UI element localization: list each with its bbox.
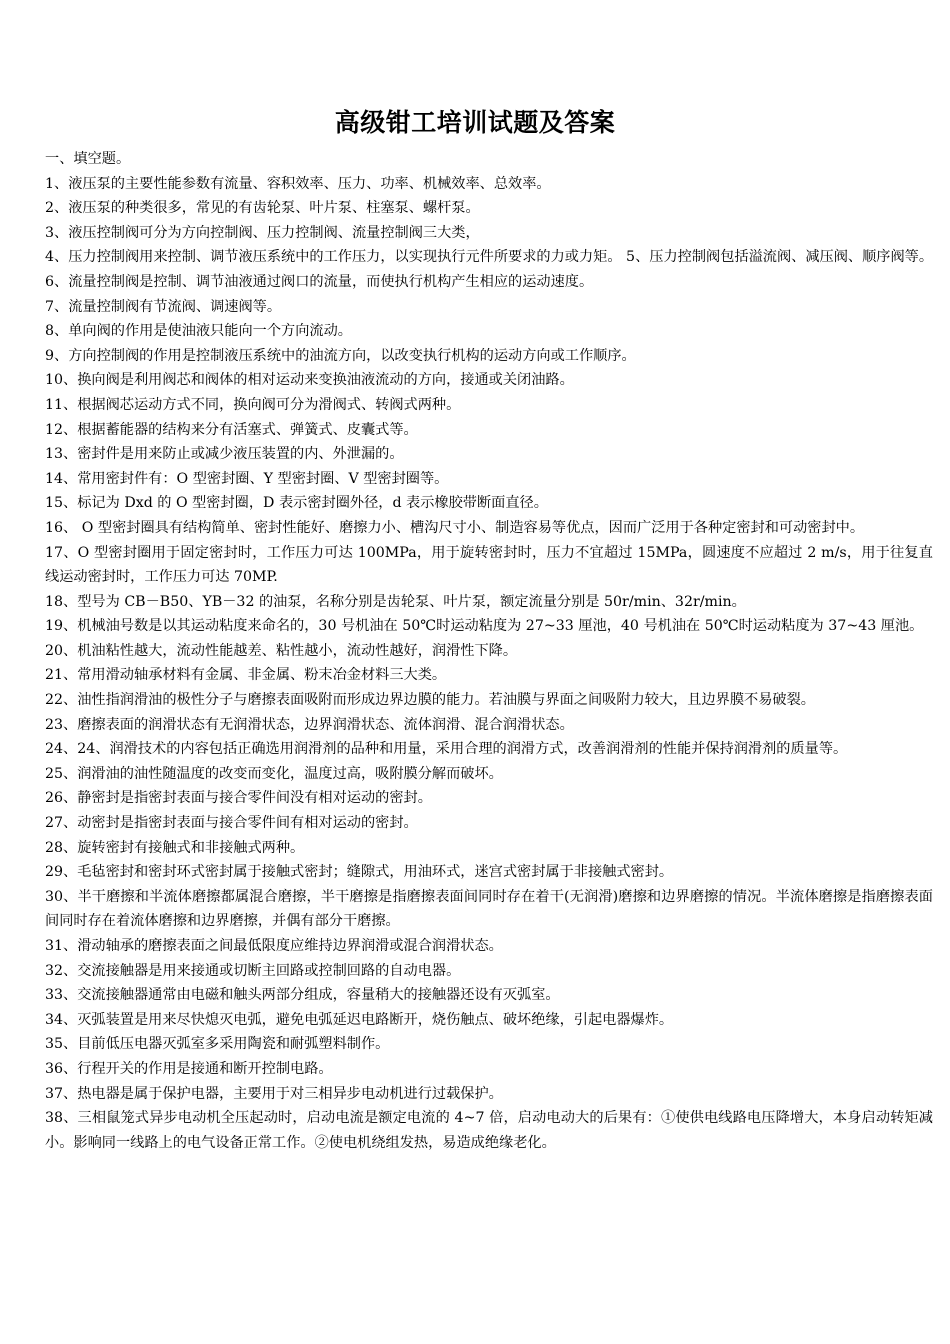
question-item: 27、动密封是指密封表面与接合零件间有相对运动的密封。 (45, 815, 418, 832)
question-item: 19、机械油号数是以其运动粘度来命名的，30 号机油在 50℃时运动粘度为 27~33 厘池，40 号机油在 50℃时运动粘度为 37~43 厘池。 (45, 618, 924, 635)
question-item: 31、滑动轴承的磨擦表面之间最低限度应维持边界润滑或混合润滑状态。 (45, 938, 503, 954)
question-item: 1、液压泵的主要性能参数有流量、容积效率、压力、功率、机械效率、总效率。 (45, 175, 551, 192)
section-heading: 一、填空题。 (45, 151, 131, 167)
question-item: 9、方向控制阀的作用是控制液压系统中的油流方向，以改变执行机构的运动方向或工作顺序。 (45, 347, 636, 364)
question-item: 36、行程开关的作用是接通和断开控制电路。 (45, 1060, 333, 1077)
question-item: 32、交流接触器是用来接通或切断主回路或控制回路的自动电器。 (45, 962, 461, 979)
page-title: 高级钳工培训试题及答案 (334, 108, 616, 137)
question-item: 11、根据阀芯运动方式不同，换向阀可分为滑阀式、转阀式两种。 (45, 396, 461, 413)
question-item: 4、压力控制阀用来控制、调节液压系统中的工作压力，以实现执行元件所要求的力或力矩。 5、压力控制阀包括溢流阀、减压阀、顺序阀等。 (45, 249, 934, 266)
question-item: 3、液压控制阀可分为方向控制阀、压力控制阀、流量控制阀三大类， (45, 224, 480, 241)
question-item: 10、换向阀是利用阀芯和阀体的相对运动来变换油液流动的方向，接通或关闭油路。 (45, 372, 574, 389)
question-item: 25、润滑油的油性随温度的改变而变化，温度过高，吸附膜分解而破坏。 (45, 765, 503, 782)
question-item: 16、 O 型密封圈具有结构简单、密封性能好、磨擦力小、槽沟尺寸小、制造容易等优点，因而广泛用于各种定密封和可动密封中。 (45, 519, 865, 536)
question-item: 26、静密封是指密封表面与接合零件间没有相对运动的密封。 (45, 790, 432, 807)
question-item: 8、单向阀的作用是使油液只能向一个方向流动。 (45, 323, 352, 340)
document-body (45, 147, 933, 1155)
question-item: 2、液压泵的种类很多，常见的有齿轮泵、叶片泵、柱塞泵、螺杆泵。 (45, 200, 480, 217)
question-item: 37、热电器是属于保护电器，主要用于对三相异步电动机进行过载保护。 (45, 1085, 503, 1102)
question-item: 17、O 型密封圈用于固定密封时，工作压力可达 100MPa，用于旋转密封时，压力不宜超过 15MPa，圆速度不应超过 2 m/s，用于往复直线运动密封时，工作压力可达 70MP. (45, 544, 933, 586)
question-item: 38、三相鼠笼式异步电动机全压起动时，启动电流是额定电流的 4~7 倍，启动电动大的后果有：①使供电线路电压降增大，本身启动转矩减小。影响同一线路上的电气设备正常工作。②使电机绕组发热，易造成绝缘老化。 (45, 1110, 933, 1151)
question-item: 30、半干磨擦和半流体磨擦都属混合磨擦，半干磨擦是指磨擦表面间同时存在着干(无润滑)磨擦和边界磨擦的情况。半流体磨擦是指磨擦表面间同时存在着流体磨擦和边界磨擦，并偶有部分干磨擦。 (45, 888, 933, 930)
question-item: 21、常用滑动轴承材料有金属、非金属、粉末冶金材料三大类。 (45, 667, 447, 684)
question-item: 23、磨擦表面的润滑状态有无润滑状态，边界润滑状态、流体润滑、混合润滑状态。 (45, 716, 574, 733)
question-item: 15、标记为 Dxd 的 O 型密封圈，D 表示密封圈外径，d 表示橡胶带断面直径。 (45, 495, 548, 512)
question-item: 12、根据蓄能器的结构来分有活塞式、弹簧式、皮囊式等。 (45, 421, 418, 438)
question-item: 29、毛毡密封和密封环式密封属于接触式密封；缝隙式，用油环式，迷宫式密封属于非接触式密封。 (45, 864, 674, 881)
question-item: 35、目前低压电器灭弧室多采用陶瓷和耐弧塑料制作。 (45, 1036, 390, 1053)
question-item: 7、流量控制阀有节流阀、调速阀等。 (45, 298, 282, 315)
question-item: 22、油性指润滑油的极性分子与磨擦表面吸附而形成边界边膜的能力。若油膜与界面之间吸附力较大，且边界膜不易破裂。 (45, 692, 815, 709)
question-item: 20、机油粘性越大，流动性能越差、粘性越小，流动性越好，润滑性下降。 (45, 642, 518, 659)
question-item: 24、24、润滑技术的内容包括正确选用润滑剂的品种和用量，采用合理的润滑方式，改善润滑剂的性能并保持润滑剂的质量等。 (45, 741, 848, 758)
question-item: 14、常用密封件有：O 型密封圈、Y 型密封圈、V 型密封圈等。 (45, 470, 449, 487)
question-item: 34、灭弧装置是用来尽快熄灭电弧，避免电弧延迟电路断开，烧伤触点、破坏绝缘，引起电器爆炸。 (45, 1011, 674, 1028)
question-item: 13、密封件是用来防止或减少液压装置的内、外泄漏的。 (45, 446, 404, 463)
question-item: 6、流量控制阀是控制、调节油液通过阀口的流量，而使执行机构产生相应的运动速度。 (45, 273, 594, 290)
question-item: 33、交流接触器通常由电磁和触头两部分组成，容量稍大的接触器还设有灭弧室。 (45, 987, 560, 1004)
question-item: 18、型号为 CB－B50、YB－32 的油泵，名称分别是齿轮泵、叶片泵，额定流量分别是 50r/min、32r/min。 (45, 593, 746, 610)
question-item: 28、旋转密封有接触式和非接触式两种。 (45, 839, 305, 856)
